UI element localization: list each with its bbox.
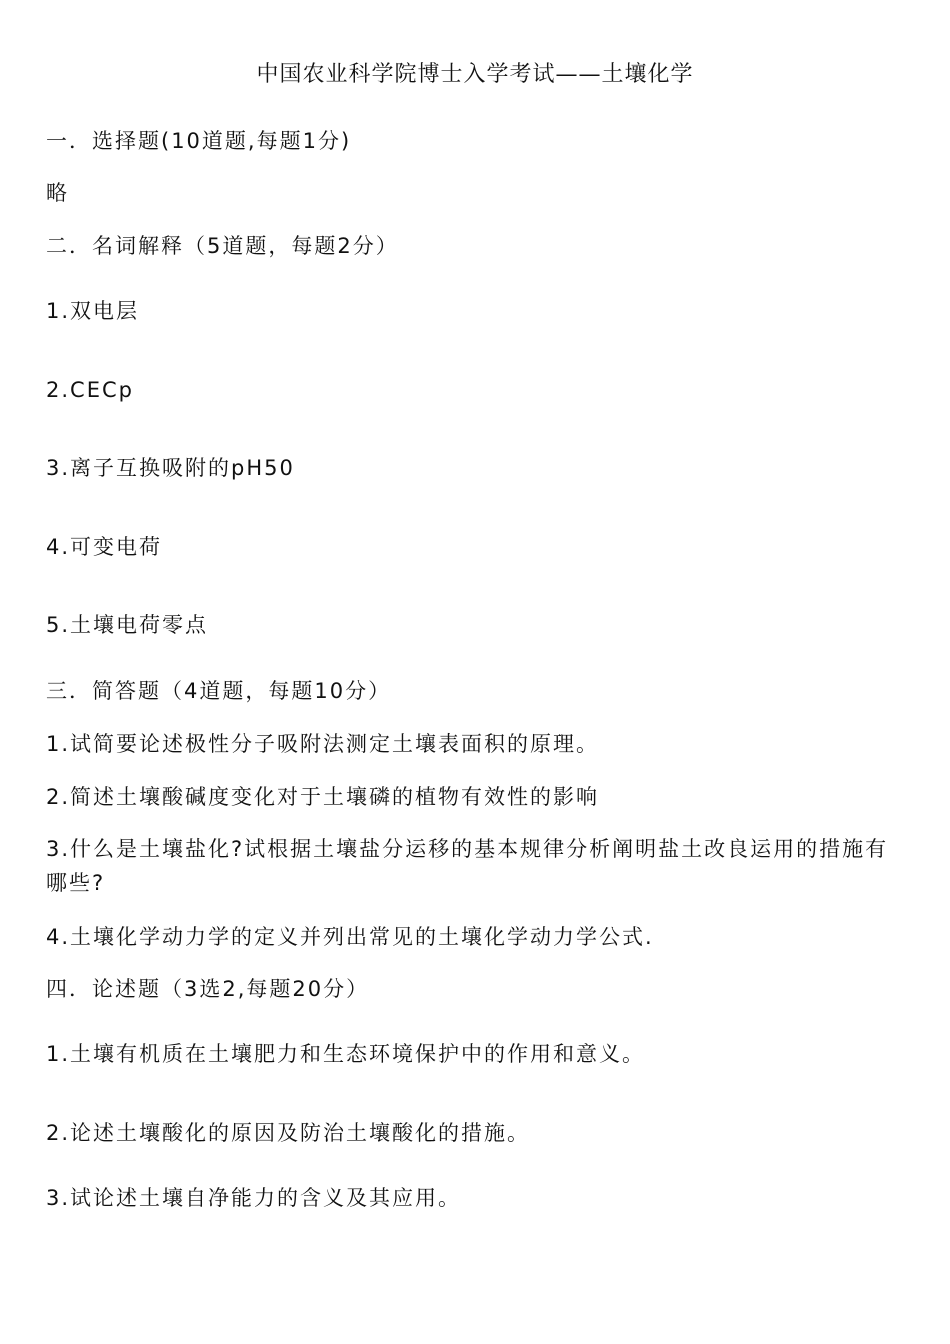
section-3-item-3: 3.什么是土壤盐化?试根据土壤盐分运移的基本规律分析阐明盐土改良运用的措施有哪些? — [46, 837, 889, 895]
section-2-item-5: 5.土壤电荷零点 — [46, 613, 209, 637]
section-2-heading: 二．名词解释（5道题，每题2分） — [46, 234, 399, 258]
section-3-item-4: 4.土壤化学动力学的定义并列出常见的土壤化学动力学公式. — [46, 925, 654, 949]
section-3-heading: 三．简答题（4道题，每题10分） — [46, 679, 392, 703]
section-2-item-3: 3.离子互换吸附的pH50 — [46, 456, 295, 480]
section-2-item-4: 4.可变电荷 — [46, 535, 163, 559]
section-1-item-1: 略 — [46, 181, 69, 205]
section-4-item-1: 1.土壤有机质在土壤肥力和生态环境保护中的作用和意义。 — [46, 1042, 646, 1066]
section-3-item-1: 1.试简要论述极性分子吸附法测定土壤表面积的原理。 — [46, 732, 600, 756]
section-4-item-2: 2.论述土壤酸化的原因及防治土壤酸化的措施。 — [46, 1121, 531, 1145]
section-2-item-2: 2.CECp — [46, 378, 134, 402]
section-2-item-1: 1.双电层 — [46, 299, 140, 323]
section-3-item-2: 2.简述土壤酸碱度变化对于土壤磷的植物有效性的影响 — [46, 785, 600, 809]
section-1-heading: 一．选择题(10道题,每题1分) — [46, 129, 352, 153]
section-4-item-3: 3.试论述土壤自净能力的含义及其应用。 — [46, 1186, 462, 1210]
section-4-heading: 四．论述题（3选2,每题20分） — [46, 977, 370, 1001]
page-title: 中国农业科学院博士入学考试——土壤化学 — [256, 62, 694, 87]
